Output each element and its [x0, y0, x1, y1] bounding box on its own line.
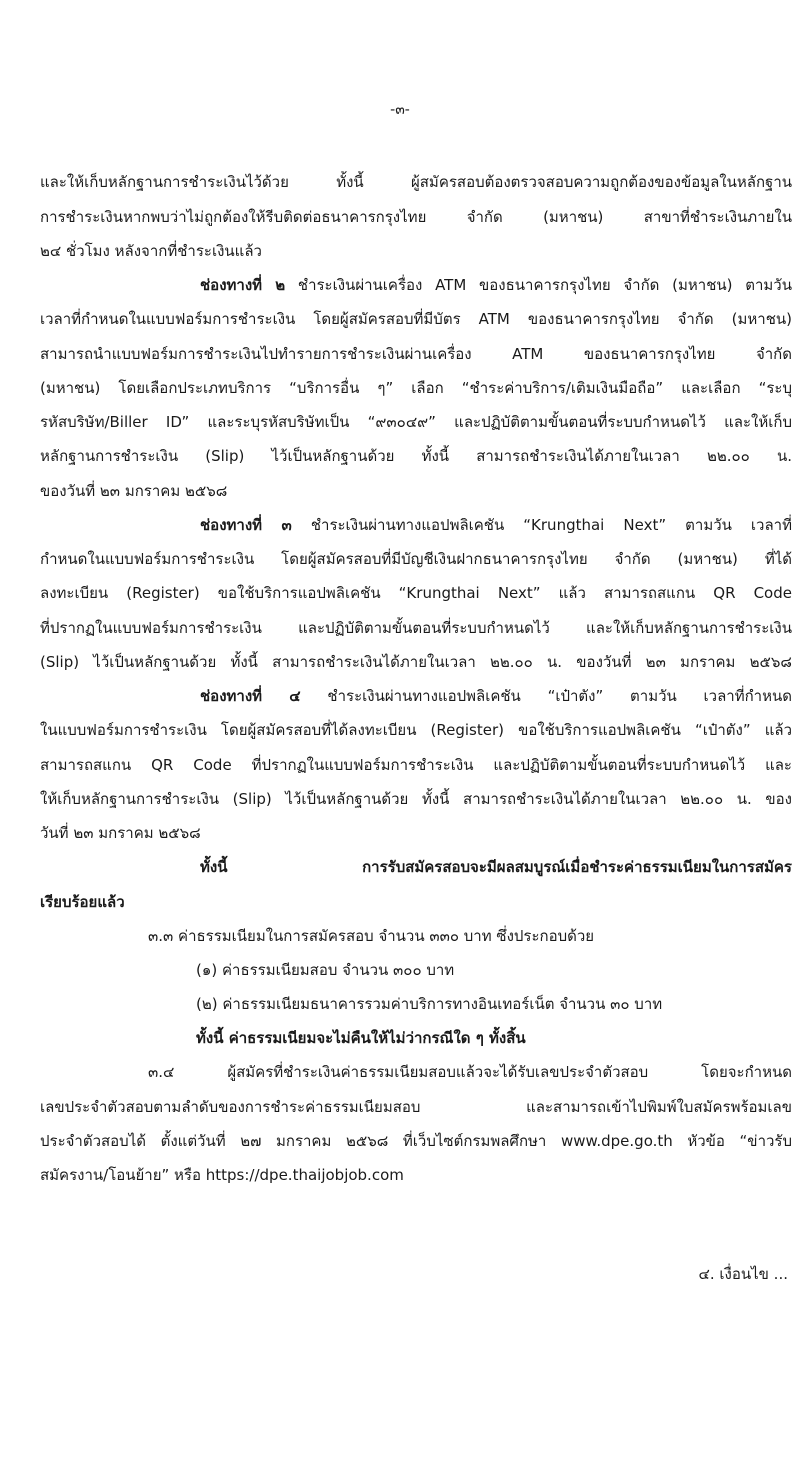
- channel2-line-1: [200, 271, 792, 299]
- intro-line-1: และให้เก็บหลักฐานการชำระเงินไว้ด้วย ทั้งนี้ ผู้สมัครสอบต้องตรวจสอบความถูกต้องของข้อมูลในหลักฐาน: [40, 173, 792, 191]
- channel4-label: ช่องทางที่ ๔: [200, 687, 301, 705]
- channel3-first-rest: ชำระเงินผ่านทางแอปพลิเคชัน “Krungthai Next” ตามวัน เวลาที่: [310, 516, 792, 534]
- intro-line-2: การชำระเงินหากพบว่าไม่ถูกต้องให้รีบติดต่อธนาคารกรุงไทย จำกัด (มหาชน) สาขาที่ชำระเงินภายใน: [40, 208, 792, 226]
- fee-item-1: (๑) ค่าธรรมเนียมสอบ จำนวน ๓๐๐ บาท: [196, 961, 455, 979]
- channel4-line-4: ให้เก็บหลักฐานการชำระเงิน (Slip) ไว้เป็นหลักฐานด้วย ทั้งนี้ สามารถชำระเงินได้ภายในเวลา ๒๒.๐๐ น. ของ: [40, 790, 792, 808]
- channel3-line-1: [200, 511, 792, 539]
- channel3-line-3: ลงทะเบียน (Register) ขอใช้บริการแอปพลิเคชัน “Krungthai Next” แล้ว สามารถสแกน QR Code: [40, 584, 792, 602]
- channel4-line-2: ในแบบฟอร์มการชำระเงิน โดยผู้สมัครสอบที่ได้ลงทะเบียน (Register) ขอใช้บริการแอปพลิเคชัน “เป๋าตัง” แล้ว: [40, 721, 792, 739]
- fee-item-2: (๒) ค่าธรรมเนียมธนาคารรวมค่าบริการทางอินเทอร์เน็ต จำนวน ๓๐ บาท: [196, 995, 663, 1013]
- channel2-label: ช่องทางที่ ๒: [200, 276, 286, 294]
- section34-line-3: ประจำตัวสอบได้ ตั้งแต่วันที่ ๒๗ มกราคม ๒๕๖๘ ที่เว็บไซต์กรมพลศึกษา www.dpe.go.th หัวข้อ “ข่าวรับ: [40, 1132, 792, 1150]
- channel3-line-2: กำหนดในแบบฟอร์มการชำระเงิน โดยผู้สมัครสอบที่มีบัญชีเงินฝากธนาคารกรุงไทย จำกัด (มหาชน) ที่ได้: [40, 550, 792, 568]
- completion-note-line-1: ทั้งนี้ การรับสมัครสอบจะมีผลสมบูรณ์เมื่อชำระค่าธรรมเนียมในการสมัคร: [200, 858, 792, 876]
- channel3-line-4: ที่ปรากฏในแบบฟอร์มการชำระเงิน และปฏิบัติตามขั้นตอนที่ระบบกำหนดไว้ และให้เก็บหลักฐานการชำระเงิน: [40, 619, 792, 637]
- channel2-first-rest: ชำระเงินผ่านเครื่อง ATM ของธนาคารกรุงไทย จำกัด (มหาชน) ตามวัน: [297, 276, 792, 294]
- channel4-line-3: สามารถสแกน QR Code ที่ปรากฏในแบบฟอร์มการชำระเงิน และปฏิบัติตามขั้นตอนที่ระบบกำหนดไว้ และ: [40, 756, 792, 774]
- section34-line-4: สมัครงาน/โอนย้าย” หรือ https://dpe.thaijobjob.com: [40, 1166, 404, 1184]
- fee-heading: ๓.๓ ค่าธรรมเนียมในการสมัครสอบ จำนวน ๓๓๐ บาท ซึ่งประกอบด้วย: [148, 927, 595, 945]
- non-refund-note: ทั้งนี้ ค่าธรรมเนียมจะไม่คืนให้ไม่ว่ากรณีใด ๆ ทั้งสิ้น: [196, 1029, 526, 1047]
- intro-line-3: ๒๔ ชั่วโมง หลังจากที่ชำระเงินแล้ว: [40, 242, 262, 260]
- channel3-label: ช่องทางที่ ๓: [200, 516, 292, 534]
- channel2-line-6: หลักฐานการชำระเงิน (Slip) ไว้เป็นหลักฐานด้วย ทั้งนี้ สามารถชำระเงินได้ภายในเวลา ๒๒.๐๐ น.: [40, 447, 792, 465]
- channel2-line-4: (มหาชน) โดยเลือกประเภทบริการ “บริการอื่น ๆ” เลือก “ชำระค่าบริการ/เติมเงินมือถือ” และเลือก “ระบุ: [40, 379, 792, 397]
- section34-line-1: ๓.๔ ผู้สมัครที่ชำระเงินค่าธรรมเนียมสอบแล้วจะได้รับเลขประจำตัวสอบ โดยจะกำหนด: [148, 1063, 792, 1081]
- channel2-line-2: เวลาที่กำหนดในแบบฟอร์มการชำระเงิน โดยผู้สมัครสอบที่มีบัตร ATM ของธนาคารกรุงไทย จำกัด (มหาชน): [40, 310, 792, 328]
- continuation-marker: ๔. เงื่อนไข ...: [698, 1265, 788, 1283]
- channel4-first-rest: ชำระเงินผ่านทางแอปพลิเคชัน “เป๋าตัง” ตามวัน เวลาที่กำหนด: [327, 687, 792, 705]
- page-number: -๓-: [390, 102, 410, 118]
- completion-note-line-2: เรียบร้อยแล้ว: [40, 893, 125, 911]
- channel4-line-5: วันที่ ๒๓ มกราคม ๒๕๖๘: [40, 824, 201, 842]
- channel3-line-5: (Slip) ไว้เป็นหลักฐานด้วย ทั้งนี้ สามารถชำระเงินได้ภายในเวลา ๒๒.๐๐ น. ของวันที่ ๒๓ มกราคม ๒๕๖๘: [40, 653, 792, 671]
- channel2-line-5: รหัสบริษัท/Biller ID” และระบุรหัสบริษัทเป็น “๙๓๐๔๙” และปฏิบัติตามขั้นตอนที่ระบบกำหนดไว้ และให้เก็บ: [40, 413, 792, 431]
- channel4-line-1: [200, 682, 792, 710]
- section34-line-2: เลขประจำตัวสอบตามลำดับของการชำระค่าธรรมเนียมสอบ และสามารถเข้าไปพิมพ์ใบสมัครพร้อมเลข: [40, 1098, 792, 1116]
- channel2-line-7: ของวันที่ ๒๓ มกราคม ๒๕๖๘: [40, 482, 228, 500]
- channel2-line-3: สามารถนำแบบฟอร์มการชำระเงินไปทำรายการชำระเงินผ่านเครื่อง ATM ของธนาคารกรุงไทย จำกัด: [40, 345, 792, 363]
